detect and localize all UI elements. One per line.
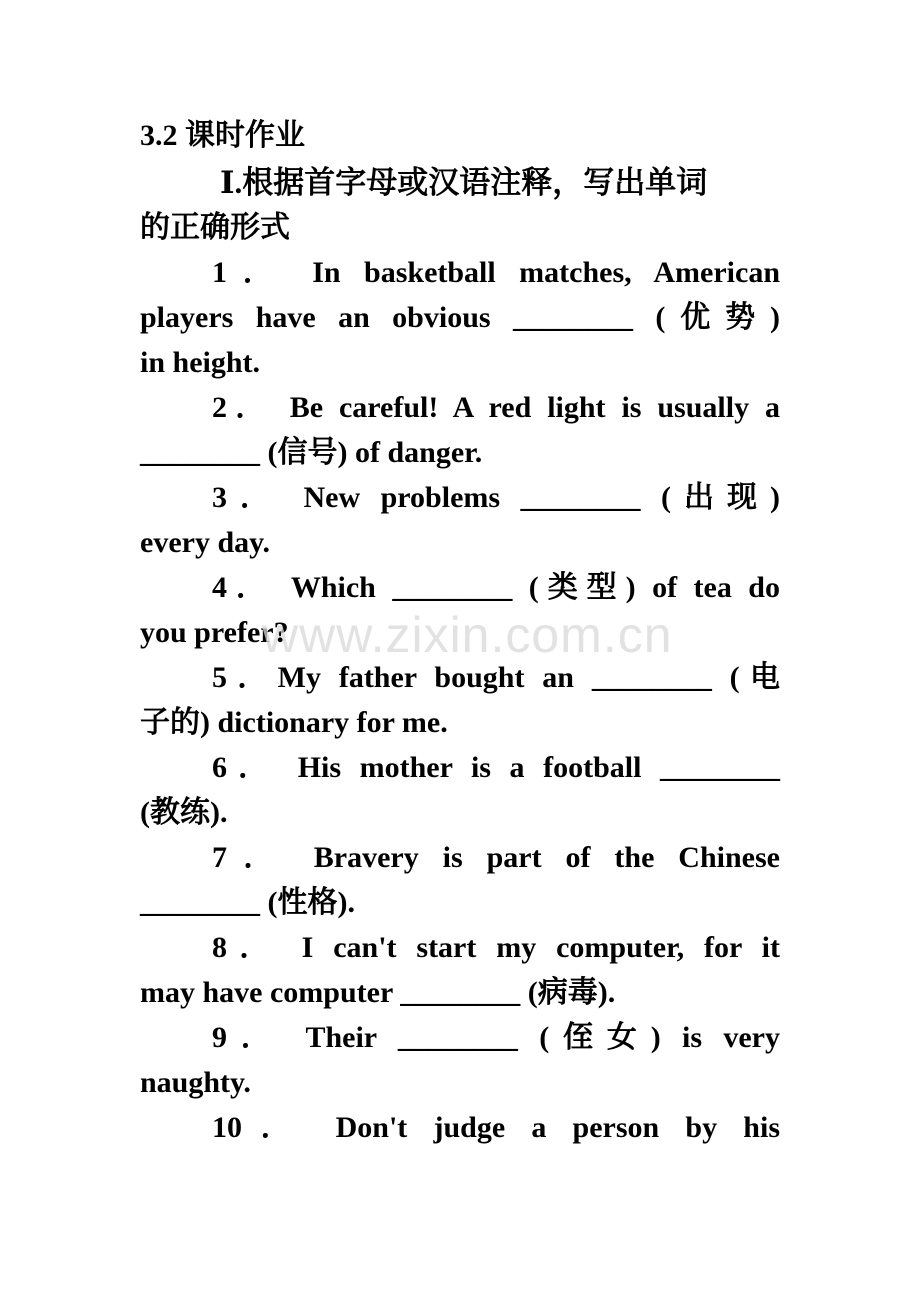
question-6-line1: 6． His mother is a football ________ <box>212 751 780 784</box>
question-1-line3: in height. <box>140 346 261 379</box>
question-1-line1: 1． In basketball matches, American <box>212 256 780 289</box>
question-8-line2: may have computer ________ (病毒). <box>140 976 616 1009</box>
question-4-line1: 4． Which ________ (类型) of tea do <box>212 571 780 604</box>
question-5-line1: 5．My father bought an ________ (电 <box>212 661 780 694</box>
question-7-line2: ________ (性格). <box>140 886 355 919</box>
section-heading-line2: 的正确形式 <box>140 211 290 244</box>
question-1-line2: players have an obvious ________ (优势) <box>140 301 780 334</box>
question-9-line2: naughty. <box>140 1066 251 1099</box>
worksheet-page <box>140 112 780 1150</box>
watermark-text: www.zixin.com.cn <box>262 607 673 663</box>
question-7-line1: 7． Bravery is part of the Chinese <box>212 841 780 874</box>
question-10-line1: 10． Don't judge a person by his <box>212 1111 780 1144</box>
question-3-line2: every day. <box>140 526 270 559</box>
worksheet-title: 3.2 课时作业 <box>140 119 305 152</box>
question-4-line2: you prefer? <box>140 616 289 649</box>
question-2-line2: ________ (信号) of danger. <box>140 436 483 469</box>
question-8-line1: 8． I can't start my computer, for it <box>212 931 780 964</box>
question-2-line1: 2． Be careful! A red light is usually a <box>212 391 780 424</box>
question-6-line2: (教练). <box>140 796 228 829</box>
question-5-line2: 子的) dictionary for me. <box>140 706 448 739</box>
section-heading-line1: Ⅰ.根据首字母或汉语注释，写出单词 <box>220 165 708 200</box>
question-9-line1: 9． Their ________ (侄女) is very <box>212 1021 780 1054</box>
question-3-line1: 3． New problems ________ (出现) <box>212 481 780 514</box>
